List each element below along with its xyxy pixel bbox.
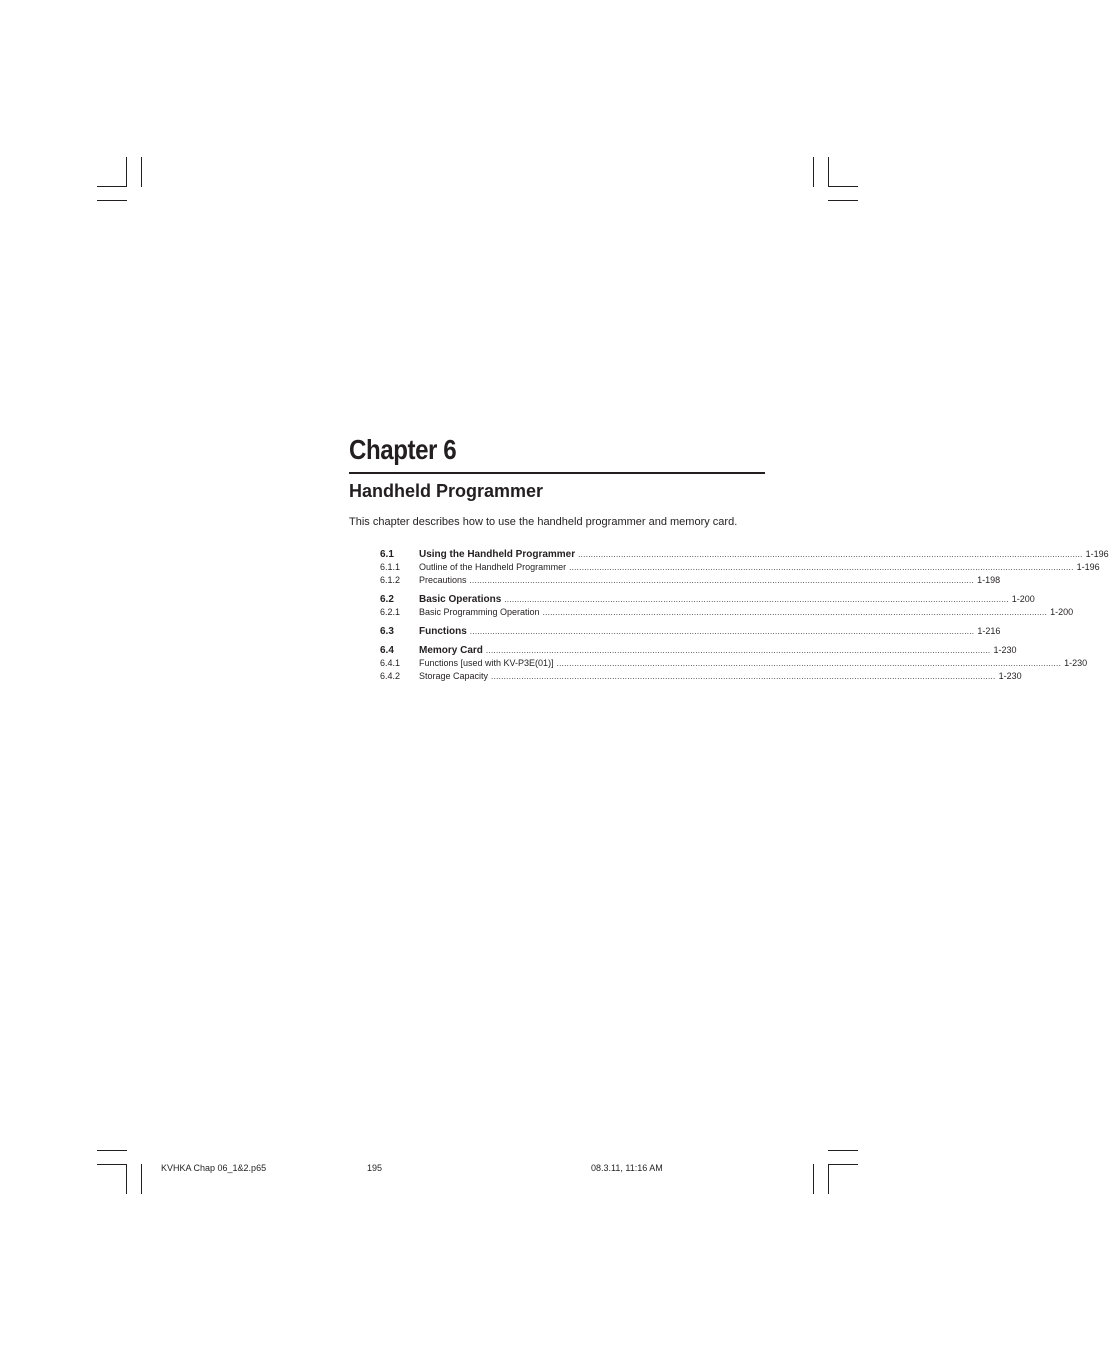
crop-mark-top-right-h2 — [828, 200, 858, 201]
toc-dot-leader: ........................................................................................................................................................................................................ — [491, 672, 996, 681]
toc-entry-title: Storage Capacity — [419, 671, 489, 681]
toc-entry-page: 1-230 — [993, 645, 1017, 655]
toc-entry-title: Basic Operations — [419, 594, 502, 605]
toc-entry-number: 6.2 — [380, 594, 394, 605]
toc-entry-number: 6.4.1 — [380, 658, 401, 668]
crop-mark-top-right-h1 — [828, 186, 858, 187]
toc-entry-title: Basic Programming Operation — [419, 607, 540, 617]
toc-entry[interactable] — [380, 593, 1035, 606]
toc-entry-title: Functions [used with KV-P3E(01)] — [419, 658, 554, 668]
toc-entry-title: Precautions — [419, 575, 467, 585]
toc-dot-leader: ........................................................................................................................................................................................................ — [469, 576, 975, 585]
toc-dot-leader: ........................................................................................................................................................................................................ — [485, 646, 991, 655]
crop-mark-top-left-h2 — [97, 200, 127, 201]
footer-timestamp: 08.3.11, 11:16 AM — [591, 1163, 663, 1173]
crop-mark-bottom-right-h2 — [828, 1164, 858, 1165]
crop-mark-bottom-right-inner — [828, 1164, 829, 1194]
toc-dot-leader: ........................................................................................................................................................................................................ — [556, 659, 1062, 668]
toc-entry[interactable] — [380, 548, 1109, 561]
toc-entry[interactable] — [380, 574, 1001, 587]
toc-dot-leader: ........................................................................................................................................................................................................ — [469, 627, 975, 636]
crop-mark-top-left-outer — [141, 157, 142, 187]
crop-mark-top-right-inner — [828, 157, 829, 187]
table-of-contents — [380, 548, 1109, 683]
footer-file-name: KVHKA Chap 06_1&2.p65 — [161, 1163, 267, 1173]
toc-entry-number: 6.4 — [380, 645, 394, 656]
chapter-title-rule — [349, 472, 765, 474]
toc-dot-leader: ........................................................................................................................................................................................................ — [578, 550, 1083, 559]
toc-dot-leader: ........................................................................................................................................................................................................ — [569, 563, 1074, 572]
crop-mark-top-right-outer — [813, 157, 814, 187]
toc-entry-number: 6.3 — [380, 626, 394, 637]
toc-entry-number: 6.1.1 — [380, 562, 401, 572]
toc-entry-title: Functions — [419, 626, 467, 637]
crop-mark-top-left-h1 — [97, 186, 127, 187]
toc-entry-page: 1-216 — [977, 626, 1001, 636]
crop-mark-bottom-left-h1 — [97, 1150, 127, 1151]
chapter-subtitle: Handheld Programmer — [349, 481, 544, 501]
toc-entry-page: 1-196 — [1076, 562, 1100, 572]
toc-dot-leader: ........................................................................................................................................................................................................ — [542, 608, 1048, 617]
toc-entry-number: 6.1 — [380, 549, 394, 560]
chapter-intro: This chapter describes how to use the handheld programmer and memory card. — [349, 516, 738, 528]
crop-mark-top-left-inner — [126, 157, 127, 187]
toc-entry-page: 1-230 — [998, 671, 1022, 681]
toc-entry-title: Using the Handheld Programmer — [419, 549, 576, 560]
toc-entry-title: Memory Card — [419, 645, 483, 656]
toc-entry[interactable] — [380, 670, 1022, 683]
toc-entry-number: 6.2.1 — [380, 607, 401, 617]
toc-entry-page: 1-198 — [977, 575, 1001, 585]
crop-mark-bottom-left-h2 — [97, 1164, 127, 1165]
toc-entry[interactable] — [380, 625, 1001, 638]
toc-entry-page: 1-230 — [1064, 658, 1088, 668]
toc-entry-page: 1-200 — [1011, 594, 1035, 604]
footer-page-number: 195 — [367, 1163, 383, 1173]
toc-entry-number: 6.1.2 — [380, 575, 401, 585]
crop-mark-bottom-left-outer — [141, 1164, 142, 1194]
toc-entry[interactable] — [380, 657, 1088, 670]
toc-entry[interactable] — [380, 561, 1100, 574]
crop-mark-bottom-right-outer — [813, 1164, 814, 1194]
toc-dot-leader: ........................................................................................................................................................................................................ — [504, 595, 1009, 604]
toc-entry[interactable] — [380, 606, 1074, 619]
crop-mark-bottom-right-h1 — [828, 1150, 858, 1151]
toc-entry-page: 1-196 — [1085, 549, 1109, 559]
toc-entry-page: 1-200 — [1050, 607, 1074, 617]
toc-entry-number: 6.4.2 — [380, 671, 401, 681]
toc-entry[interactable] — [380, 644, 1017, 657]
chapter-title: Chapter 6 — [349, 434, 457, 465]
crop-mark-bottom-left-inner — [126, 1164, 127, 1194]
toc-entry-title: Outline of the Handheld Programmer — [419, 562, 567, 572]
